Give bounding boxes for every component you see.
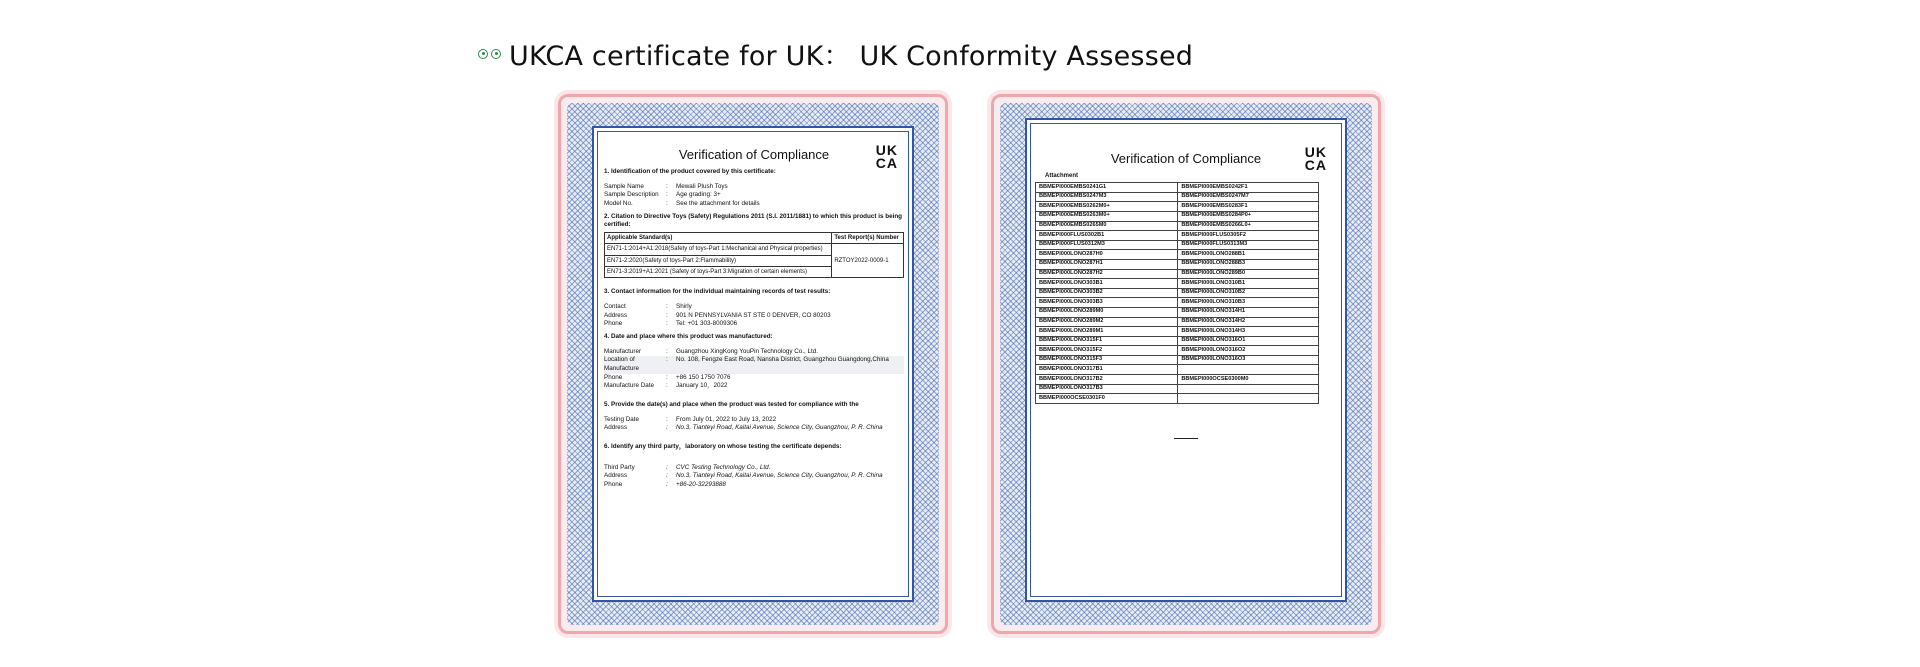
table-row — [1036, 183, 1319, 193]
table-cell: BBMEPI000EMBS0265M0 — [1036, 221, 1178, 231]
ukca-mark-icon: UK CA — [1304, 144, 1327, 173]
product-info: Sample Name : Mewali Plush Toys Sample Description : Age grading: 3+ Model No. : See the attachment for details — [604, 182, 760, 207]
table-cell: BBMEPI000LONO316O3 — [1178, 355, 1319, 365]
table-cell: BBMEPI000LONO303B1 — [1036, 279, 1178, 289]
table-cell: BBMEPI000FLUS0312M3 — [1036, 240, 1178, 250]
table-row — [1036, 250, 1319, 260]
standards-table: Applicable Standard(s) Test Report(s) Number EN71-1:2014+A1:2018(Safety of toys-Part 1:Mechanical and Physical properties) RZTOY2022-0009-1 EN71-2:2020(Safety of toys-Part 2:Flammability) EN71-3:2019+A1:2021 (Safety of toys-Part 3:Migration of certain elements) — [604, 232, 904, 278]
table-cell: BBMEPI000LONO303B2 — [1036, 288, 1178, 298]
standard-row: EN71-2:2020(Safety of toys-Part 2:Flammability) — [605, 255, 832, 266]
table-cell: BBMEPI000LONO289M1 — [1036, 327, 1178, 337]
table-cell: BBMEPI000LONO287H1 — [1036, 259, 1178, 269]
table-cell: BBMEPI000EMBS0266L0+ — [1178, 221, 1319, 231]
section-1-heading: 1. Identification of the product covered by this certificate: — [604, 167, 776, 175]
report-number: RZTOY2022-0009-1 — [832, 244, 904, 278]
table-row — [1036, 269, 1319, 279]
table-cell: BBMEPI000LONO310B3 — [1178, 298, 1319, 308]
table-row — [1036, 240, 1319, 250]
certificate-title: Verification of Compliance — [1110, 151, 1262, 166]
table-cell: BBMEPI000LONO315F2 — [1036, 346, 1178, 356]
table-row — [1036, 221, 1319, 231]
table-cell: BBMEPI000LONO289B0 — [1178, 269, 1319, 279]
table-cell: BBMEPI000LONO317B1 — [1036, 365, 1178, 375]
table-cell: BBMEPI000EMBS0241G1 — [1036, 183, 1178, 193]
bullet-dots-icon — [478, 49, 501, 59]
heading-title: UKCA certificate for UK： UK Conformity Assessed — [509, 41, 1194, 72]
ukca-mark-icon: UK CA — [875, 142, 898, 171]
table-row — [1036, 231, 1319, 241]
table-row — [1036, 307, 1319, 317]
table-row — [1036, 211, 1319, 221]
table-cell: BBMEPI000FLUS0305F2 — [1178, 231, 1319, 241]
table-cell: BBMEPI000EMBS0284P0+ — [1178, 211, 1319, 221]
certificate-paper — [592, 126, 914, 602]
table-cell: BBMEPI000LONO289M0 — [1036, 307, 1178, 317]
table-cell: BBMEPI000EMBS0263M0+ — [1036, 211, 1178, 221]
table-cell: BBMEPI000LONO314H3 — [1178, 327, 1319, 337]
standard-row: EN71-3:2019+A1:2021 (Safety of toys-Part 3:Migration of certain elements) — [605, 266, 832, 277]
table-cell: BBMEPI000LONO288B3 — [1178, 259, 1319, 269]
table-cell: BBMEPI000EMBS0262M0+ — [1036, 202, 1178, 212]
table-cell: BBMEPI000LONO310B1 — [1178, 279, 1319, 289]
section-3-heading: 3. Contact information for the individual maintaining records of test results: — [604, 288, 831, 296]
table-row — [1036, 192, 1319, 202]
table-cell — [1178, 365, 1319, 375]
table-cell: BBMEPI000LONO317B3 — [1036, 384, 1178, 394]
certificate-page-2 — [991, 94, 1381, 634]
table-cell: BBMEPI000LONO287H0 — [1036, 250, 1178, 260]
table-cell: BBMEPI000LONO315F1 — [1036, 336, 1178, 346]
table-cell: BBMEPI000LONO314H1 — [1178, 307, 1319, 317]
table-cell: BBMEPI000LONO289M2 — [1036, 317, 1178, 327]
section-2-heading: 2. Citation to Directive Toys (Safety) Regulations 2011 (S.I. 2011/1881) to which this product is being certified: — [604, 212, 903, 229]
table-row — [1036, 384, 1319, 394]
table-row — [1036, 336, 1319, 346]
testing-info: Testing Date : From July 01, 2022 to July 13, 2022 Address : No.3, Tianteyi Road, Kaitai Avenue, Science City, Guangzhou, P. R. China — [604, 415, 883, 432]
table-row — [1036, 259, 1319, 269]
table-cell: BBMEPI000LONO316O1 — [1178, 336, 1319, 346]
table-cell: BBMEPI000LONO287H2 — [1036, 269, 1178, 279]
table-row — [1036, 298, 1319, 308]
section-heading — [478, 34, 1193, 73]
table-cell: BBMEPI000EMBS0242F1 — [1178, 183, 1319, 193]
certificate-paper — [1025, 118, 1347, 602]
table-cell: BBMEPI000LONO314H2 — [1178, 317, 1319, 327]
table-cell: BBMEPI000LONO315F3 — [1036, 355, 1178, 365]
table-cell: BBMEPI000LONO303B3 — [1036, 298, 1178, 308]
table-cell: BBMEPI000FLUS0302B1 — [1036, 231, 1178, 241]
table-cell: BBMEPI000OCSE0301F0 — [1036, 394, 1178, 404]
third-party-info: Third Party : CVC Testing Technology Co., Ltd. Address : No.3, Tianteyi Road, Kaitai Avenue, Science City, Guangzhou, P. R. China Phone : +86-20-32293888 — [604, 463, 883, 489]
standard-row: EN71-1:2014+A1:2018(Safety of toys-Part 1:Mechanical and Physical properties) — [605, 244, 832, 255]
table-cell: BBMEPI000LONO317B2 — [1036, 375, 1178, 385]
table-row — [1036, 346, 1319, 356]
table-row — [1036, 202, 1319, 212]
table-cell — [1178, 394, 1319, 404]
section-5-heading: 5. Provide the date(s) and place when the product was tested for compliance with the — [604, 401, 859, 408]
table-cell: BBMEPI000LONO316O2 — [1178, 346, 1319, 356]
attachment-table — [1035, 182, 1319, 404]
table-row — [1036, 288, 1319, 298]
table-row — [1036, 355, 1319, 365]
section-6-heading: 6. Identify any third party，laboratory on whose testing the certificate depends: — [604, 443, 842, 451]
table-cell — [1178, 384, 1319, 394]
table-row — [1036, 279, 1319, 289]
table-row — [1036, 394, 1319, 404]
end-dash — [1174, 438, 1198, 440]
table-row — [1036, 317, 1319, 327]
certificate-page-1 — [558, 94, 948, 634]
table-cell: BBMEPI000LONO288B1 — [1178, 250, 1319, 260]
table-row — [1036, 327, 1319, 337]
section-4-heading: 4. Date and place where this product was manufactured: — [604, 332, 773, 340]
manufacture-info: Manufacturer : Guangzhou XingKong YouPin Technology Co., Ltd. Location of Manufacture : No. 108, Fengze East Road, Nansha District, Guangzhou Guangdong,China Phone : +86 150 1750 7076 Manufacture Date : January 10，2022 — [604, 348, 904, 391]
table-cell: BBMEPI000EMBS0247M7 — [1178, 192, 1319, 202]
table-row — [1036, 375, 1319, 385]
contact-info: Contact : Shirly Address : 901 N PENNSYLVANIA ST STE 0 DENVER, CO 80203 Phone : Tel: +01 303-8009306 — [604, 302, 831, 328]
table-cell: BBMEPI000LONO310B2 — [1178, 288, 1319, 298]
table-cell: BBMEPI000EMBS0247M3 — [1036, 192, 1178, 202]
table-cell: BBMEPI000FLUS0313M3 — [1178, 240, 1319, 250]
table-row — [1036, 365, 1319, 375]
table-cell: BBMEPI000OCSE0300M0 — [1178, 375, 1319, 385]
table-cell: BBMEPI000EMBS0283F1 — [1178, 202, 1319, 212]
certificate-title: Verification of Compliance — [678, 147, 830, 162]
attachment-label: Attachment — [1045, 172, 1079, 179]
